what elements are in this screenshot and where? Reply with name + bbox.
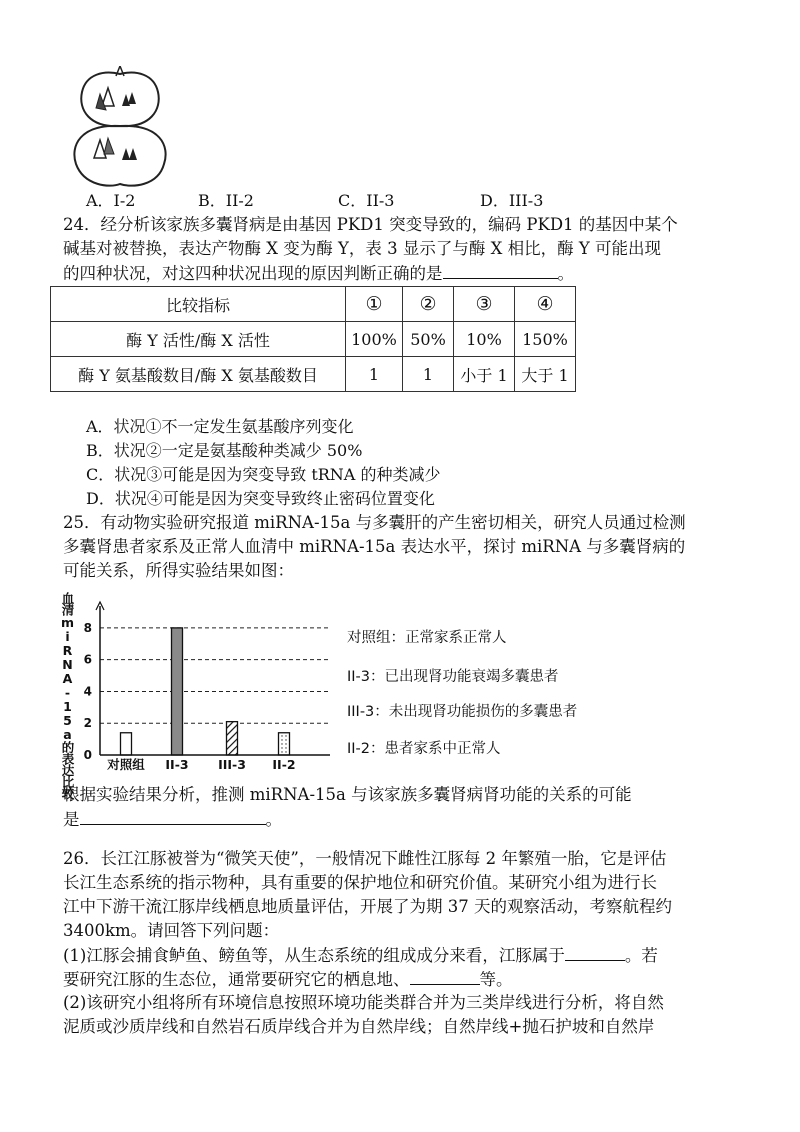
legend-control: 对照组：正常家系正常人	[347, 630, 507, 646]
legend-ii2: II-2：患者家系中正常人	[347, 741, 501, 757]
x-category-label: II-2	[272, 757, 296, 772]
q25-after-line-2-end: 。	[265, 810, 282, 829]
q24-line-1: 24．经分析该家族多囊肾病是由基因 PKD1 突变导致的，编码 PKD1 的基因中某个	[63, 215, 678, 234]
q25-line-1: 25．有动物实验研究报道 miRNA-15a 与多囊肝的产生密切相关，研究人员通过检测	[63, 513, 686, 532]
q23-option-b: B．II-2	[198, 191, 254, 210]
q25-line-3: 可能关系，所得实验结果如图：	[63, 561, 294, 580]
table-cell: 大于 1	[515, 357, 576, 392]
table-cell: 150%	[515, 322, 576, 357]
table-header-cell: ③	[454, 287, 515, 322]
q25-after-line-2-text: 是	[63, 810, 80, 829]
table-cell: 1	[346, 357, 403, 392]
q25-answer-blank[interactable]	[80, 808, 266, 825]
cell-division-diagram	[70, 66, 170, 190]
table-cell: 1	[403, 357, 454, 392]
y-tick-label: 8	[83, 620, 92, 635]
q24-option-c: C．状况③可能是因为突变导致 tRNA 的种类减少	[86, 465, 441, 484]
q26-blank-2[interactable]	[410, 968, 480, 985]
table-row	[51, 322, 576, 357]
q24-line-3	[63, 262, 574, 285]
q26-line-4: 3400km。请回答下列问题：	[63, 921, 280, 940]
q24-answer-blank[interactable]	[443, 262, 558, 279]
table-cell: 小于 1	[454, 357, 515, 392]
table-row	[51, 357, 576, 392]
table-cell: 酶 Y 氨基酸数目/酶 X 氨基酸数目	[51, 357, 346, 392]
legend-iii3: III-3：未出现肾功能损伤的多囊患者	[347, 704, 578, 720]
comparison-table	[50, 286, 576, 392]
table-cell: 50%	[403, 322, 454, 357]
q24-line-3-text: 的四种状况，对这四种状况出现的原因判断正确的是	[63, 264, 443, 283]
q26-line-7: (2)该研究小组将所有环境信息按照环境功能类群合并为三类岸线进行分析，将自然	[63, 993, 664, 1012]
q23-option-c: C．II-3	[338, 191, 395, 210]
q26-line-6	[63, 968, 513, 991]
q25-after-line-2	[63, 808, 282, 831]
q26-line-1: 26．长江江豚被誉为“微笑天使”，一般情况下雌性江豚每 2 年繁殖一胎，它是评估	[63, 849, 667, 868]
q23-option-d: D．III-3	[480, 191, 544, 210]
bar	[172, 628, 183, 755]
q26-line-5	[63, 944, 658, 967]
q24-line-2: 碱基对被替换，表达产物酶 X 变为酶 Y，表 3 显示了与酶 X 相比，酶 Y 可能出现	[63, 239, 661, 258]
q26-line-5-end: 。若	[624, 946, 658, 965]
y-tick-label: 6	[83, 652, 92, 667]
q26-line-6-end: 等。	[479, 970, 513, 989]
q24-line-3-end: 。	[557, 264, 574, 283]
x-category-label: 对照组	[107, 757, 145, 772]
legend-ii3: II-3：已出现肾功能衰竭多囊患者	[347, 669, 559, 685]
y-tick-label: 0	[83, 748, 92, 762]
q23-option-a: A．I-2	[86, 191, 136, 210]
q24-option-d: D．状况④可能是因为突变导致终止密码位置变化	[86, 489, 435, 508]
q24-option-a: A．状况①不一定发生氨基酸序列变化	[86, 417, 354, 436]
table-header-cell: 比较指标	[51, 287, 346, 322]
q26-blank-1[interactable]	[565, 944, 625, 961]
mirna-bar-chart	[60, 590, 340, 780]
chart-y-axis-label: 血清miRNA-15a的表达比较	[60, 592, 75, 799]
q24-option-b: B．状况②一定是氨基酸种类减少 50%	[86, 441, 363, 460]
q26-line-3: 江中下游干流江豚岸线栖息地质量评估，开展了为期 37 天的观察活动，考察航程约	[63, 897, 672, 916]
x-category-label: III-3	[218, 757, 246, 772]
q26-line-6-text: 要研究江豚的生态位，通常要研究它的栖息地、	[63, 970, 410, 989]
table-cell: 酶 Y 活性/酶 X 活性	[51, 322, 346, 357]
table-header-cell: ①	[346, 287, 403, 322]
q25-line-2: 多囊肾患者家系及正常人血清中 miRNA-15a 表达水平，探讨 miRNA 与多囊肾病的	[63, 537, 686, 556]
q26-line-5-text: (1)江豚会捕食鲈鱼、鳑鱼等，从生态系统的组成成分来看，江豚属于	[63, 946, 565, 965]
q25-after-line-1: 根据实验结果分析，推测 miRNA-15a 与该家族多囊肾病肾功能的关系的可能	[63, 785, 632, 804]
q26-line-2: 长江生态系统的指示物种，具有重要的保护地位和研究价值。某研究小组为进行长	[63, 873, 657, 892]
table-cell: 100%	[346, 322, 403, 357]
table-header-cell: ④	[515, 287, 576, 322]
table-header-cell: ②	[403, 287, 454, 322]
bar	[227, 722, 238, 755]
y-tick-label: 4	[83, 684, 92, 699]
x-category-label: II-3	[165, 757, 189, 772]
table-header-row	[51, 287, 576, 322]
y-tick-label: 2	[83, 716, 92, 731]
bar	[279, 733, 290, 755]
table-cell: 10%	[454, 322, 515, 357]
bar	[121, 733, 132, 755]
q26-line-8: 泥质或沙质岸线和自然岩石质岸线合并为自然岸线；自然岸线+抛石护坡和自然岸	[63, 1017, 655, 1036]
